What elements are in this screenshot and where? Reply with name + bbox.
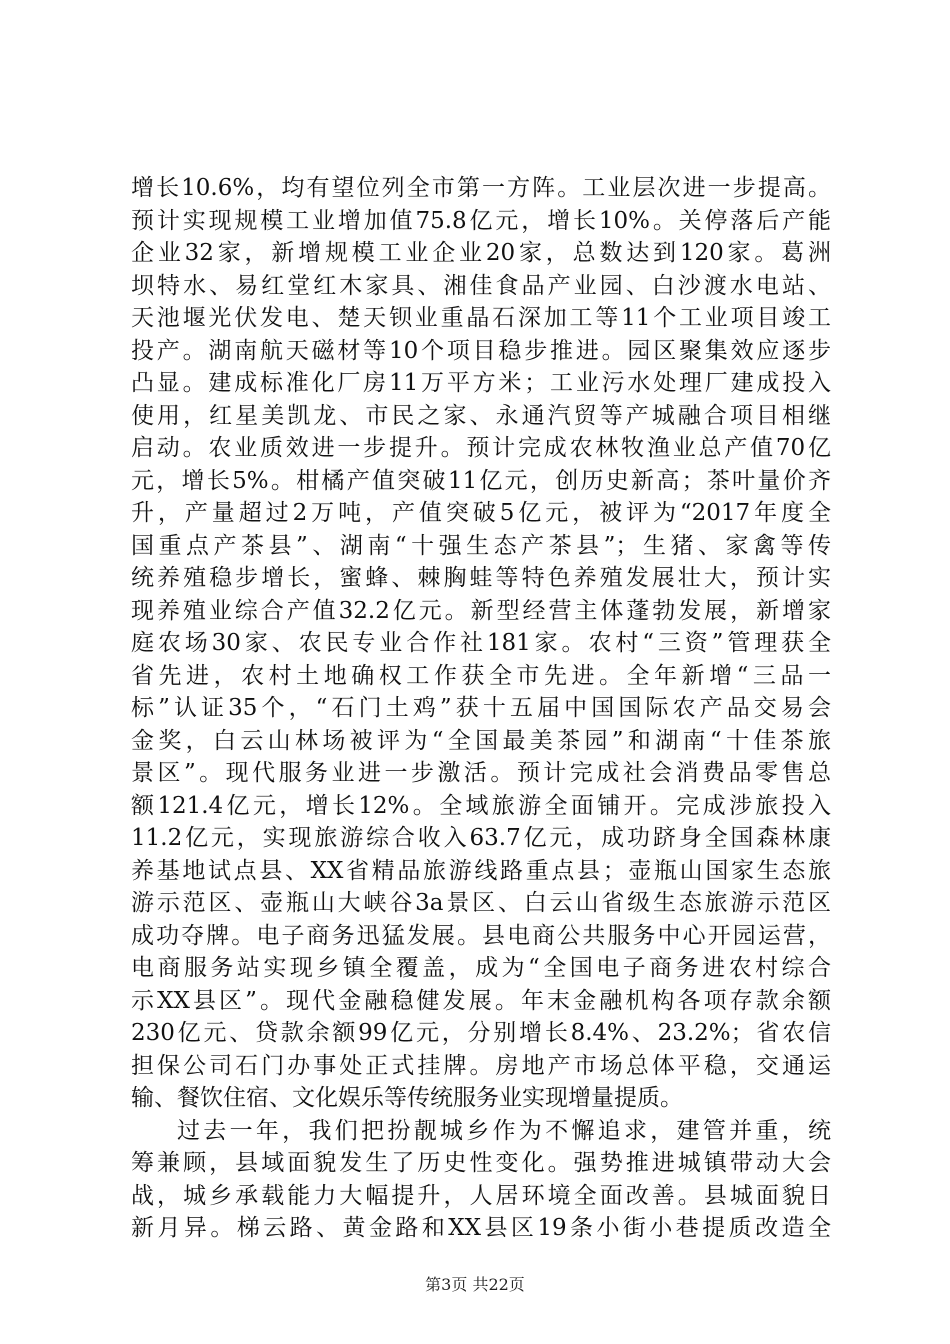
text-line: 担保公司石门办事处正式挂牌。房地产市场总体平稳，交通运 [131, 1052, 831, 1079]
text-line: 战，城乡承载能力大幅提升，人居环境全面改善。县城面貌日 [131, 1182, 831, 1209]
text-line: 筹兼顾，县域面貌发生了历史性变化。强势推进城镇带动大会 [131, 1150, 831, 1176]
document-body [131, 172, 831, 1245]
text-line: 投产。湖南航天磁材等10个项目稳步推进。园区聚集效应逐步 [131, 337, 831, 364]
text-line: 养基地试点县、XX省精品旅游线路重点县；壶瓶山国家生态旅 [131, 857, 831, 884]
text-line: 过去一年，我们把扮靓城乡作为不懈追求，建管并重，统 [177, 1117, 831, 1144]
page-footer: 第3页 共22页 [425, 1275, 525, 1294]
text-line: 国重点产茶县”、湖南“十强生态产茶县”；生猪、家禽等传 [131, 532, 831, 559]
text-line: 额121.4亿元，增长12%。全域旅游全面铺开。完成涉旅投入 [131, 792, 831, 819]
text-line: 成功夺牌。电子商务迅猛发展。县电商公共服务中心开园运营， [131, 922, 831, 949]
text-line: 示XX县区”。现代金融稳健发展。年末金融机构各项存款余额 [131, 987, 831, 1014]
text-line: 230亿元、贷款余额99亿元，分别增长8.4%、23.2%；省农信 [131, 1020, 831, 1046]
text-line: 启动。农业质效进一步提升。预计完成农林牧渔业总产值70亿 [131, 435, 831, 461]
text-line: 游示范区、壶瓶山大峡谷3a景区、白云山省级生态旅游示范区 [131, 890, 831, 916]
text-line: 输、餐饮住宿、文化娱乐等传统服务业实现增量提质。 [131, 1085, 683, 1111]
text-line: 坝特水、易红堂红木家具、湘佳食品产业园、白沙渡水电站、 [131, 272, 831, 299]
text-line: 省先进，农村土地确权工作获全市先进。全年新增“三品一 [131, 662, 831, 689]
text-line: 统养殖稳步增长，蜜蜂、棘胸蛙等特色养殖发展壮大，预计实 [131, 565, 831, 591]
text-line: 现养殖业综合产值32.2亿元。新型经营主体蓬勃发展，新增家 [131, 597, 831, 624]
text-line: 新月异。梯云路、黄金路和XX县区19条小街小巷提质改造全 [131, 1215, 831, 1241]
text-line: 升，产量超过2万吨，产值突破5亿元，被评为“2017年度全 [131, 500, 831, 526]
text-line: 11.2亿元，实现旅游综合收入63.7亿元，成功跻身全国森林康 [131, 825, 831, 851]
text-line: 电商服务站实现乡镇全覆盖，成为“全国电子商务进农村综合 [131, 955, 831, 981]
text-line: 庭农场30家、农民专业合作社181家。农村“三资”管理获全 [131, 630, 831, 656]
text-line: 景区”。现代服务业进一步激活。预计完成社会消费品零售总 [131, 760, 831, 786]
text-line: 元，增长5%。柑橘产值突破11亿元，创历史新高；茶叶量价齐 [131, 467, 831, 494]
text-line: 标”认证35个，“石门土鸡”获十五届中国国际农产品交易会 [131, 695, 831, 721]
text-line: 企业32家，新增规模工业企业20家，总数达到120家。葛洲 [131, 240, 831, 266]
text-line: 增长10.6%，均有望位列全市第一方阵。工业层次进一步提高。 [131, 175, 831, 201]
text-line: 凸显。建成标准化厂房11万平方米；工业污水处理厂建成投入 [131, 370, 831, 396]
text-line: 金奖，白云山林场被评为“全国最美茶园”和湖南“十佳茶旅 [131, 727, 831, 754]
text-line: 预计实现规模工业增加值75.8亿元，增长10%。关停落后产能 [131, 207, 831, 234]
text-line: 天池堰光伏发电、楚天钡业重晶石深加工等11个工业项目竣工 [131, 305, 831, 331]
text-line: 使用，红星美凯龙、市民之家、永通汽贸等产城融合项目相继 [131, 402, 831, 429]
